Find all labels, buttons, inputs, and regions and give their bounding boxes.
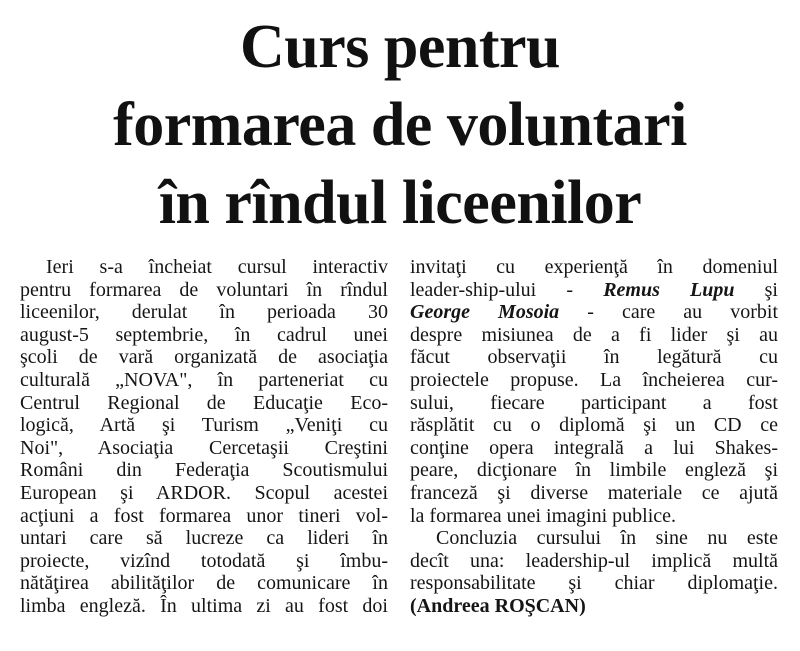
headline-line: în rîndul liceenilor [158, 169, 642, 237]
body-line: limba engleză. În ultima zi au fost doi [20, 594, 388, 617]
body-line: peare, dicţionare în limbile engleză şi [410, 459, 778, 482]
body-line [410, 279, 778, 302]
body-line: conţine opera integrală a lui Shakes- [410, 436, 778, 459]
body-text: şi [734, 278, 778, 301]
body-line: franceză şi diverse materiale ce ajută [410, 481, 778, 504]
person-name: George Mosoia [410, 301, 560, 324]
body-line: la formarea unei imagini publice. [410, 504, 677, 527]
body-line: Ieri s-a încheiat cursul interactiv [46, 256, 388, 278]
person-name: Remus Lupu [603, 278, 735, 301]
body-line [410, 301, 778, 324]
body-line: logică, Artă şi Turism „Veniţi cu [20, 414, 388, 437]
body-line: Concluzia cursului în sine nu este [436, 527, 778, 550]
article-column-right [410, 256, 778, 618]
body-line: invitaţi cu experienţă în domeniul [410, 256, 778, 278]
body-line: pentru formarea de voluntari în rîndul [20, 278, 388, 301]
body-line: făcut observaţii în legătură cu [410, 346, 778, 369]
body-line: proiecte, vizînd totodată şi îmbu- [20, 549, 388, 572]
body-line: untari care să lucreze ca lideri în [20, 527, 388, 550]
article-column-left [20, 256, 388, 618]
body-line: acţiuni a fost formarea unor tineri vol- [20, 504, 388, 527]
body-line: Centrul Regional de Educaţie Eco- [20, 391, 388, 414]
body-line: august-5 septembrie, în cadrul unei [20, 323, 388, 346]
body-line: nătăţirea abilităţilor de comunicare în [20, 572, 388, 595]
body-line: liceenilor, derulat în perioada 30 [20, 301, 388, 324]
body-line: Noi", Asociaţia Cercetaşii Creştini [20, 436, 388, 459]
body-text: leader-ship-ului - [410, 278, 604, 301]
body-line: decît una: leadership-ul implică multă [410, 549, 778, 572]
headline-line: formarea de voluntari [113, 91, 687, 159]
body-line: responsabilitate şi chiar diplomaţie. [410, 572, 778, 595]
article-headline [0, 8, 800, 242]
body-line: şcoli de vară organizată de asociaţia [20, 346, 388, 369]
body-line: culturală „NOVA", în parteneriat cu [20, 368, 388, 391]
body-line: răsplătit cu o diplomă şi un CD ce [410, 414, 778, 437]
body-line: proiectele propuse. La încheierea cur- [410, 368, 778, 391]
body-line: sului, fiecare participant a fost [410, 391, 778, 414]
body-line: Români din Federaţia Scoutismului [20, 459, 388, 482]
body-line: European şi ARDOR. Scopul acestei [20, 481, 388, 504]
headline-line: Curs pentru [239, 13, 561, 81]
body-line: despre misiunea de a fi lider şi au [410, 323, 778, 346]
article-byline: (Andreea ROŞCAN) [410, 594, 586, 617]
body-text: - care au vorbit [559, 301, 778, 324]
